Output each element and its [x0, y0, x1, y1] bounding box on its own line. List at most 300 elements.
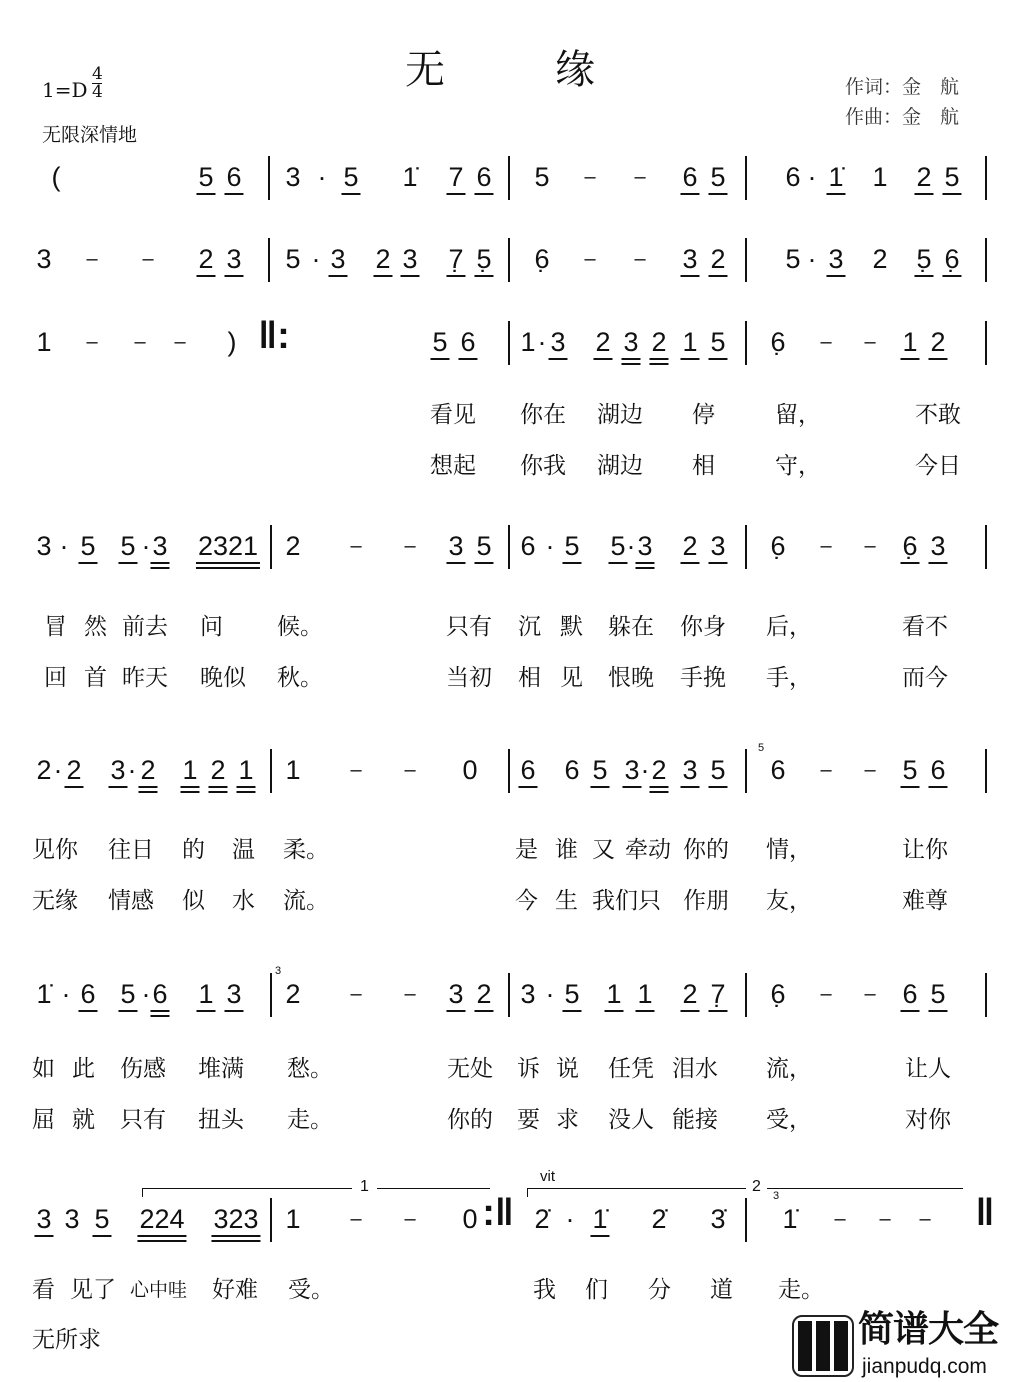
note — [238, 755, 253, 785]
note-text: 6 — [476, 162, 492, 192]
duration-underline — [430, 358, 449, 360]
duration-underline — [635, 567, 654, 569]
note-text: 2 — [930, 327, 946, 357]
lyric-word: 湖边 — [597, 453, 643, 479]
duration-underline — [649, 786, 668, 788]
lyric-word: 任凭 — [608, 1056, 654, 1082]
duration-underline — [708, 1010, 727, 1012]
note-text: – — [86, 248, 98, 270]
note — [402, 162, 417, 192]
dash-sustain — [174, 327, 185, 357]
note-text: · — [53, 755, 63, 785]
duration-underline — [474, 562, 493, 564]
note-text: 5 — [564, 979, 580, 1009]
note-text: 5 — [930, 979, 946, 1009]
note — [624, 755, 639, 785]
note — [402, 244, 417, 274]
barline — [270, 1198, 272, 1242]
note-text: 2 — [476, 979, 492, 1009]
note — [930, 979, 945, 1009]
duration-underline — [64, 786, 83, 788]
note — [682, 327, 697, 357]
note — [710, 979, 725, 1009]
note-text: – — [864, 331, 876, 353]
note-text: 5 — [476, 531, 492, 561]
note — [210, 755, 225, 785]
note-text: 3 — [710, 531, 726, 561]
note-text: · — [141, 531, 151, 561]
note — [285, 755, 300, 785]
note-text: 0 — [462, 755, 478, 785]
barline — [270, 973, 272, 1017]
note-text: 3 — [64, 1204, 80, 1234]
note — [343, 162, 358, 192]
note-text: – — [820, 535, 832, 557]
dot-augmentation — [808, 244, 817, 274]
note-text: 6 — [460, 327, 476, 357]
barline — [745, 973, 747, 1017]
note-text: 2̇ — [534, 1204, 550, 1234]
duration-underline — [900, 358, 919, 360]
barline — [985, 973, 987, 1017]
note-text: 3 — [285, 162, 301, 192]
duration-underline — [400, 275, 419, 277]
note — [448, 531, 463, 561]
lyric-word: 友， — [766, 888, 812, 914]
note-text: 2 — [916, 162, 932, 192]
lyric-word: 首 — [84, 665, 107, 691]
note-text: 6̣ — [944, 244, 960, 274]
grace-note: 3 — [773, 1190, 780, 1202]
barline — [745, 321, 747, 365]
note-text: ) — [227, 327, 237, 357]
note — [710, 162, 725, 192]
lyric-word: 而今 — [902, 665, 948, 691]
lyric-word: 无缘 — [32, 888, 78, 914]
duration-underline — [224, 275, 243, 277]
lyric-word: 只有 — [446, 614, 492, 640]
note-text: 5 — [902, 755, 918, 785]
lyric-word: 今 — [515, 888, 538, 914]
lyric-word: 堆满 — [198, 1056, 244, 1082]
note-text: 224 — [139, 1204, 185, 1234]
note-text: 3 — [550, 327, 566, 357]
note-text: – — [834, 1208, 846, 1230]
lyric-word: 看见 — [430, 402, 476, 428]
note-text: 1 — [238, 755, 254, 785]
duration-underline — [373, 275, 392, 277]
note-text: · — [127, 755, 137, 785]
duration-underline — [196, 275, 215, 277]
lyric-word: 你在 — [520, 402, 566, 428]
note-text: 3 — [152, 531, 168, 561]
note-text: 5 — [534, 162, 550, 192]
note — [198, 244, 213, 274]
note-text: 1 — [682, 327, 698, 357]
lyric-word: 流， — [766, 1056, 812, 1082]
note-text: 5 — [710, 162, 726, 192]
barline — [985, 525, 987, 569]
duration-underline — [224, 1010, 243, 1012]
lyric-word: 我们只 — [592, 888, 661, 914]
note — [64, 1204, 79, 1234]
note — [710, 327, 725, 357]
dash-sustain — [584, 244, 595, 274]
note-text: – — [634, 166, 646, 188]
note — [651, 327, 666, 357]
duration-underline — [137, 1240, 186, 1242]
note — [226, 162, 241, 192]
note-text: 6 — [564, 755, 580, 785]
note-text: – — [350, 1208, 362, 1230]
duration-underline — [621, 358, 640, 360]
note-text: 3 — [520, 979, 536, 1009]
volta-1-label: 1 — [352, 1178, 377, 1196]
duration-underline — [138, 791, 157, 793]
repeat-barline — [258, 315, 290, 357]
note-text: – — [864, 759, 876, 781]
duration-underline — [196, 567, 260, 569]
note-text: · — [626, 531, 636, 561]
note — [930, 755, 945, 785]
note-text: 5 — [710, 327, 726, 357]
note-text: · — [807, 244, 817, 274]
dot-augmentation — [538, 327, 547, 357]
note-text: · — [317, 162, 327, 192]
note — [637, 979, 652, 1009]
note — [198, 162, 213, 192]
note-text: 6 — [520, 531, 536, 561]
lyric-word: 没人 — [608, 1107, 654, 1133]
barline — [745, 238, 747, 282]
duration-underline — [446, 562, 465, 564]
lyric-word: 难尊 — [902, 888, 948, 914]
lyric-word: 昨天 — [122, 665, 168, 691]
watermark-url: jianpudq.com — [862, 1355, 987, 1378]
duration-underline — [150, 1015, 169, 1017]
lyric-word: 牵动 — [625, 837, 671, 863]
duration-underline — [914, 275, 933, 277]
note-text: 6 — [226, 162, 242, 192]
note — [36, 327, 51, 357]
note — [120, 979, 135, 1009]
dash-sustain — [820, 755, 831, 785]
note-text: 7 — [448, 162, 464, 192]
note-text: – — [142, 248, 154, 270]
lyric-word: 手， — [766, 665, 812, 691]
dot-augmentation — [142, 979, 151, 1009]
barline — [270, 749, 272, 793]
note-text: 3 — [330, 244, 346, 274]
note — [610, 531, 625, 561]
note-text: 5 — [80, 531, 96, 561]
note-text: 5 — [120, 979, 136, 1009]
note-text: 6 — [682, 162, 698, 192]
lyric-word: 留， — [775, 402, 821, 428]
note-text: 3 — [682, 244, 698, 274]
note-text: 1 — [872, 162, 888, 192]
duration-underline — [562, 562, 581, 564]
repeat-barline — [482, 1192, 514, 1234]
duration-underline — [900, 786, 919, 788]
note — [520, 979, 535, 1009]
note-text: 5 — [785, 244, 801, 274]
note-text: 3 — [36, 1204, 52, 1234]
note-text: 6 — [785, 162, 801, 192]
lyric-word: 冒 — [44, 614, 67, 640]
note-text: 2 — [140, 755, 156, 785]
note-text: – — [134, 331, 146, 353]
note-text: · — [545, 531, 555, 561]
note — [828, 244, 843, 274]
note — [476, 162, 491, 192]
lyric-word: 谁 — [555, 837, 578, 863]
lyric-word: 你的 — [683, 837, 729, 863]
note — [592, 755, 607, 785]
duration-underline — [458, 358, 477, 360]
note-text: 6 — [152, 979, 168, 1009]
note-text: 6 — [902, 979, 918, 1009]
note-text: 2 — [682, 531, 698, 561]
lyric-word: 然 — [84, 614, 107, 640]
lyric-word: 你的 — [447, 1107, 493, 1133]
dash-sustain — [634, 244, 645, 274]
barline — [270, 525, 272, 569]
note-text: 1 — [198, 979, 214, 1009]
lyric-word: 不敢 — [915, 402, 961, 428]
lyric-word: 伤感 — [120, 1056, 166, 1082]
dash-sustain — [919, 1204, 930, 1234]
duration-underline — [928, 562, 947, 564]
lyric-word: 愁。 — [287, 1056, 333, 1082]
lyric-word: 我 — [533, 1277, 556, 1303]
note-text: 7̣ — [710, 979, 726, 1009]
lyric-word: 道 — [710, 1277, 733, 1303]
duration-underline — [78, 1010, 97, 1012]
barline — [508, 749, 510, 793]
duration-underline — [635, 1010, 654, 1012]
duration-underline — [196, 193, 215, 195]
note — [592, 1204, 607, 1234]
lyric-word: 无所求 — [32, 1327, 101, 1353]
grace-note: 5 — [758, 742, 765, 754]
note-text: 3 — [930, 531, 946, 561]
duration-underline — [118, 562, 137, 564]
lyric-word: 守， — [775, 453, 821, 479]
note-text: – — [919, 1208, 931, 1230]
duration-underline — [680, 562, 699, 564]
note-text: – — [864, 983, 876, 1005]
note-text: 5 — [944, 162, 960, 192]
note-text: 1̇ — [36, 979, 52, 1009]
note — [606, 979, 621, 1009]
note-text: – — [820, 759, 832, 781]
note — [152, 531, 167, 561]
duration-underline — [942, 275, 961, 277]
note-text: 3 — [402, 244, 418, 274]
note — [476, 531, 491, 561]
duration-underline — [211, 1240, 260, 1242]
lyric-word: 要 — [517, 1107, 540, 1133]
note — [785, 244, 800, 274]
lyric-word: 往日 — [108, 837, 154, 863]
repeat-barline — [975, 1192, 995, 1234]
lyric-word: 的 — [182, 837, 205, 863]
time-signature — [92, 66, 103, 101]
duration-underline — [608, 562, 627, 564]
note-text: – — [404, 759, 416, 781]
note-text: 1 — [182, 755, 198, 785]
dash-sustain — [404, 979, 415, 1009]
parenthesis — [52, 162, 61, 192]
note-text: – — [879, 1208, 891, 1230]
note-text: 7̣ — [448, 244, 464, 274]
note — [770, 531, 785, 561]
note-text: 5̣ — [916, 244, 932, 274]
watermark-brand: 简谱大全 — [858, 1309, 999, 1350]
expression-mark: 无限深情地 — [42, 124, 138, 146]
duration-underline — [590, 1235, 609, 1237]
note — [916, 244, 931, 274]
note-text: 1 — [285, 1204, 301, 1234]
barline — [985, 238, 987, 282]
dash-sustain — [864, 327, 875, 357]
note — [682, 244, 697, 274]
note-text: 2 — [651, 755, 667, 785]
lyric-word: 屈 — [32, 1107, 55, 1133]
note — [564, 755, 579, 785]
lyric-word: 们 — [585, 1277, 608, 1303]
dash-sustain — [404, 755, 415, 785]
duration-underline — [635, 562, 654, 564]
duration-underline — [680, 1010, 699, 1012]
note-text: 3 — [36, 531, 52, 561]
duration-underline — [621, 363, 640, 365]
note — [36, 1204, 51, 1234]
note — [651, 755, 666, 785]
barline — [508, 238, 510, 282]
dash-sustain — [404, 531, 415, 561]
note-text: · — [545, 979, 555, 1009]
duration-underline — [224, 193, 243, 195]
lyric-word: 就 — [72, 1107, 95, 1133]
note-text: 3 — [623, 327, 639, 357]
lyric-word: 见你 — [32, 837, 78, 863]
note — [710, 1204, 725, 1234]
duration-underline — [590, 786, 609, 788]
dot-augmentation — [62, 979, 71, 1009]
note — [36, 755, 51, 785]
piano-logo-icon — [792, 1315, 854, 1377]
note-text: – — [404, 535, 416, 557]
duration-underline — [649, 363, 668, 365]
note-text: 2 — [198, 244, 214, 274]
note — [285, 162, 300, 192]
lyric-word: 你我 — [520, 453, 566, 479]
dash-sustain — [820, 979, 831, 1009]
note — [902, 755, 917, 785]
note — [930, 531, 945, 561]
lyric-word: 作朋 — [683, 888, 729, 914]
note-text: 5̣ — [476, 244, 492, 274]
duration-underline — [649, 358, 668, 360]
note-text: – — [350, 983, 362, 1005]
note — [36, 531, 51, 561]
duration-underline — [604, 1010, 623, 1012]
lyric-word: 相 — [692, 453, 715, 479]
duration-underline — [474, 1010, 493, 1012]
note-text: 6 — [520, 755, 536, 785]
lyric-word: 受。 — [288, 1277, 334, 1303]
barline — [508, 973, 510, 1017]
duration-underline — [680, 193, 699, 195]
note — [902, 531, 917, 561]
lyric-word: 问 — [200, 614, 223, 640]
note-text: 323 — [213, 1204, 259, 1234]
lyric-word: 对你 — [905, 1107, 951, 1133]
note-text: 1 — [520, 327, 536, 357]
duration-underline — [928, 1010, 947, 1012]
lyric-word: 后， — [766, 614, 812, 640]
lyric-word: 受， — [766, 1107, 812, 1133]
note-text: 1̇ — [828, 162, 844, 192]
duration-underline — [341, 193, 360, 195]
note — [770, 755, 785, 785]
lyric-word: 湖边 — [597, 402, 643, 428]
note-text: – — [86, 331, 98, 353]
duration-underline — [562, 1010, 581, 1012]
note-text: 3̇ — [710, 1204, 726, 1234]
dash-sustain — [864, 755, 875, 785]
barline — [508, 321, 510, 365]
note — [682, 531, 697, 561]
note-text: 3 — [448, 531, 464, 561]
lyric-word: 相 — [518, 665, 541, 691]
duration-underline — [150, 1010, 169, 1012]
note-text: 6̣ — [770, 327, 786, 357]
dot-augmentation — [128, 755, 137, 785]
note — [595, 327, 610, 357]
note-text: 3 — [637, 531, 653, 561]
note-text: 1 — [285, 755, 301, 785]
note — [902, 327, 917, 357]
note-text: 6 — [930, 755, 946, 785]
note — [462, 755, 477, 785]
duration-underline — [680, 786, 699, 788]
note — [520, 755, 535, 785]
note — [564, 979, 579, 1009]
lyric-word: 晚似 — [200, 665, 246, 691]
lyric-word: 流。 — [283, 888, 329, 914]
duration-underline — [108, 786, 127, 788]
note — [285, 1204, 300, 1234]
note — [120, 531, 135, 561]
duration-underline — [208, 791, 227, 793]
volta-2-label: 2 — [746, 1178, 767, 1196]
note — [930, 327, 945, 357]
note-text: 2 — [375, 244, 391, 274]
note — [651, 1204, 666, 1234]
duration-underline — [236, 786, 255, 788]
duration-underline — [900, 562, 919, 564]
dot-augmentation — [312, 244, 321, 274]
note-text: 2 — [651, 327, 667, 357]
duration-underline — [34, 1235, 53, 1237]
lyric-word: 秋。 — [277, 665, 323, 691]
note — [448, 244, 463, 274]
note-text: · — [565, 1204, 575, 1234]
note — [782, 1204, 797, 1234]
